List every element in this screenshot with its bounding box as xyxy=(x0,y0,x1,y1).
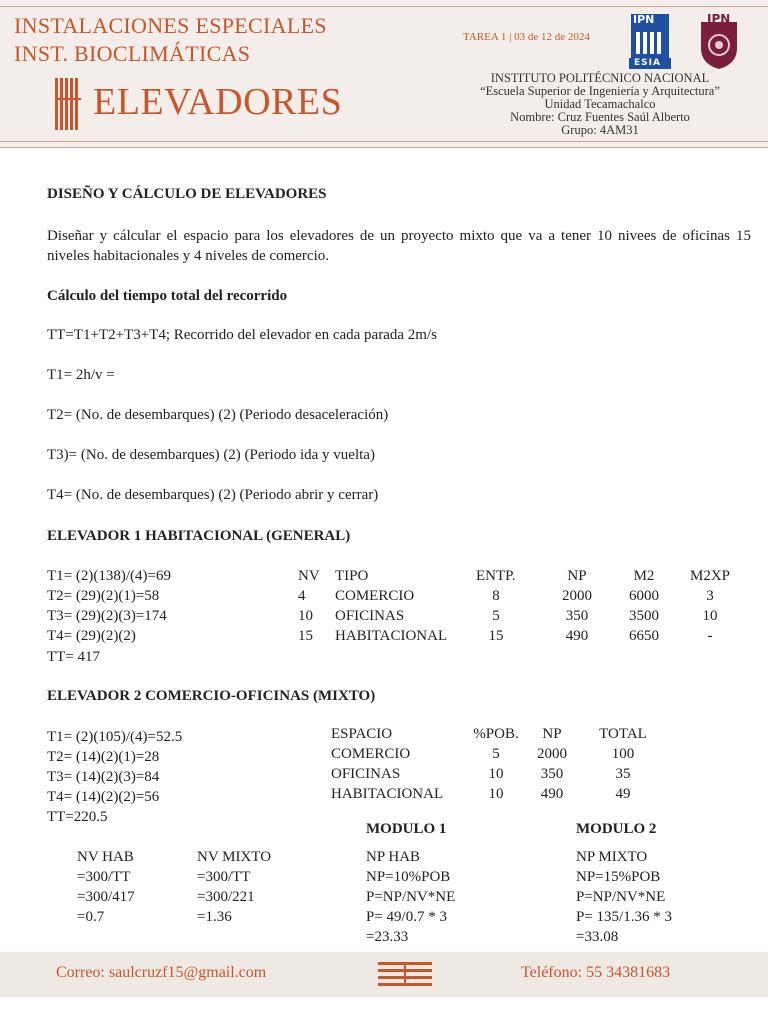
table-cell: COMERCIO xyxy=(335,587,415,604)
table-header: TIPO xyxy=(335,567,369,584)
elevator1-line: T3= (29)(2)(3)=174 xyxy=(47,608,167,624)
table-header: NP xyxy=(567,567,587,584)
table-cell: 350 xyxy=(540,765,564,782)
nv-mixto-block xyxy=(197,847,271,927)
table-cell: - xyxy=(707,627,713,644)
intro-paragraph: Diseñar y cálcular el espacio para los elevadores de un proyecto mixto que va a tener 10 nivees de oficinas 15 niveles habitacionales y 4 niveles de comercio. xyxy=(47,228,751,264)
table-cell: 10 xyxy=(298,607,313,624)
header-bottom-rule xyxy=(0,141,768,142)
table-cell: 15 xyxy=(298,627,313,644)
table-cell: 100 xyxy=(611,745,635,762)
table-row xyxy=(298,606,740,626)
elevator2-line: T4= (14)(2)(2)=56 xyxy=(47,789,160,805)
t1-definition: T1= 2h/v = xyxy=(47,367,115,383)
course-subtitle: INST. BIOCLIMÁTICAS xyxy=(14,41,251,66)
table-cell: HABITACIONAL xyxy=(335,627,448,644)
table-header: ENTP. xyxy=(476,567,516,584)
student-name: Nombre: Cruz Fuentes Saúl Alberto xyxy=(510,110,690,124)
nv-mixto-line: =300/221 xyxy=(197,889,255,905)
table-cell: 6000 xyxy=(629,587,659,604)
table-header: %POB. xyxy=(473,725,519,742)
header-top-rule xyxy=(0,6,768,7)
module1-title: MODULO 1 xyxy=(366,821,447,837)
table-row xyxy=(298,586,740,606)
elevator1-table xyxy=(298,566,740,646)
table-header: NP xyxy=(542,725,562,742)
module2-line: =33.08 xyxy=(576,929,619,945)
elevator2-line: T2= (14)(2)(1)=28 xyxy=(47,749,160,765)
table-cell: 490 xyxy=(540,785,564,802)
esia-logo-label: IPN xyxy=(633,13,655,26)
table-cell: HABITACIONAL xyxy=(331,785,444,802)
intro-heading: DISEÑO Y CÁLCULO DE ELEVADORES xyxy=(47,186,327,202)
module2-line: NP=15%POB xyxy=(576,869,661,885)
table-cell: COMERCIO xyxy=(331,745,411,762)
elevator1-heading: ELEVADOR 1 HABITACIONAL (GENERAL) xyxy=(47,528,351,544)
elevator2-line: T1= (2)(105)/(4)=52.5 xyxy=(47,729,183,745)
course-title: INSTALACIONES ESPECIALES xyxy=(14,13,327,38)
nv-mixto-line: =300/TT xyxy=(197,869,251,885)
calc-heading: Cálculo del tiempo total del recorrido xyxy=(47,288,288,304)
table-header: ESPACIO xyxy=(331,725,393,742)
table-row xyxy=(331,744,663,764)
table-cell: 490 xyxy=(565,627,589,644)
table-row xyxy=(298,626,740,646)
nv-mixto-line: =1.36 xyxy=(197,909,232,925)
module1-line: =23.33 xyxy=(366,929,409,945)
table-header-row xyxy=(331,724,663,744)
nv-hab-line: NV HAB xyxy=(77,849,134,865)
unit-name: Unidad Tecamachalco xyxy=(544,97,656,111)
elevator1-line: T4= (29)(2)(2) xyxy=(47,628,136,644)
t4-definition: T4= (No. de desembarques) (2) (Periodo abrir y cerrar) xyxy=(47,487,379,503)
esia-logo-sub: ESIA xyxy=(634,58,661,68)
institute-name: INSTITUTO POLITÉCNICO NACIONAL xyxy=(490,71,710,85)
section-title: ELEVADORES xyxy=(93,81,343,123)
school-name: “Escuela Superior de Ingeniería y Arquitectura” xyxy=(480,84,720,98)
nv-hab-line: =300/417 xyxy=(77,889,135,905)
elevator2-line: T3= (14)(2)(3)=84 xyxy=(47,769,160,785)
group-name: Grupo: 4AM31 xyxy=(561,123,639,137)
table-cell: 15 xyxy=(488,627,504,644)
table-cell: 8 xyxy=(492,587,500,604)
table-cell: 10 xyxy=(488,785,504,802)
module1-line: NP=10%POB xyxy=(366,869,451,885)
table-cell: 5 xyxy=(492,745,500,762)
institution-info xyxy=(440,72,760,137)
table-header: TOTAL xyxy=(599,725,647,742)
table-cell: 10 xyxy=(488,765,504,782)
nv-mixto-line: NV MIXTO xyxy=(197,849,272,865)
table-cell: OFICINAS xyxy=(335,607,405,624)
nv-hab-line: =0.7 xyxy=(77,909,105,925)
module2-line: P= 135/1.36 * 3 xyxy=(576,909,672,925)
nv-hab-block xyxy=(77,847,135,927)
table-cell: 5 xyxy=(492,607,500,624)
module2-block xyxy=(576,847,672,947)
module2-line: P=NP/NV*NE xyxy=(576,889,666,905)
t2-definition: T2= (No. de desembarques) (2) (Periodo desaceleración) xyxy=(47,407,389,423)
table-header: M2XP xyxy=(689,567,730,584)
footer-bars-icon xyxy=(378,962,432,988)
module1-line: NP HAB xyxy=(366,849,421,865)
assignment-date: TAREA 1 | 03 de 12 de 2024 xyxy=(463,31,590,43)
module2-title: MODULO 2 xyxy=(576,821,657,837)
elevator2-table xyxy=(331,724,663,804)
table-cell: 35 xyxy=(615,765,631,782)
table-row xyxy=(331,764,663,784)
table-cell: 350 xyxy=(565,607,589,624)
t3-definition: T3)= (No. de desembarques) (2) (Periodo ida y vuelta) xyxy=(47,447,375,463)
module1-line: P= 49/0.7 * 3 xyxy=(366,909,447,925)
elevator1-total: TT= 417 xyxy=(47,649,101,665)
ipn-logo-label: IPN xyxy=(707,12,731,26)
elevator-bars-icon xyxy=(55,78,81,130)
footer-email: Correo: saulcruzf15@gmail.com xyxy=(56,964,267,981)
table-header: NV xyxy=(298,567,320,584)
module2-line: NP MIXTO xyxy=(576,849,648,865)
table-row xyxy=(331,784,663,804)
elevator1-line: T1= (2)(138)/(4)=69 xyxy=(47,568,171,584)
table-cell: 6650 xyxy=(629,627,659,644)
table-cell: 2000 xyxy=(537,745,567,762)
module1-line: P=NP/NV*NE xyxy=(366,889,456,905)
table-cell: 4 xyxy=(298,587,306,604)
table-header: M2 xyxy=(633,567,655,584)
module1-block xyxy=(366,847,455,947)
table-cell: 3 xyxy=(706,587,714,604)
table-cell: 3500 xyxy=(629,607,659,624)
formula-line: TT=T1+T2+T3+T4; Recorrido del elevador en cada parada 2m/s xyxy=(47,327,437,343)
elevator1-line: T2= (29)(2)(1)=58 xyxy=(47,588,160,604)
table-header-row xyxy=(298,566,740,586)
table-cell: 2000 xyxy=(562,587,592,604)
table-cell: OFICINAS xyxy=(331,765,401,782)
table-cell: 49 xyxy=(615,785,631,802)
table-cell: 10 xyxy=(702,607,718,624)
elevator2-total: TT=220.5 xyxy=(47,809,108,825)
footer-phone: Teléfono: 55 34381683 xyxy=(521,964,671,981)
elevator2-heading: ELEVADOR 2 COMERCIO-OFICINAS (MIXTO) xyxy=(47,688,376,704)
nv-hab-line: =300/TT xyxy=(77,869,131,885)
